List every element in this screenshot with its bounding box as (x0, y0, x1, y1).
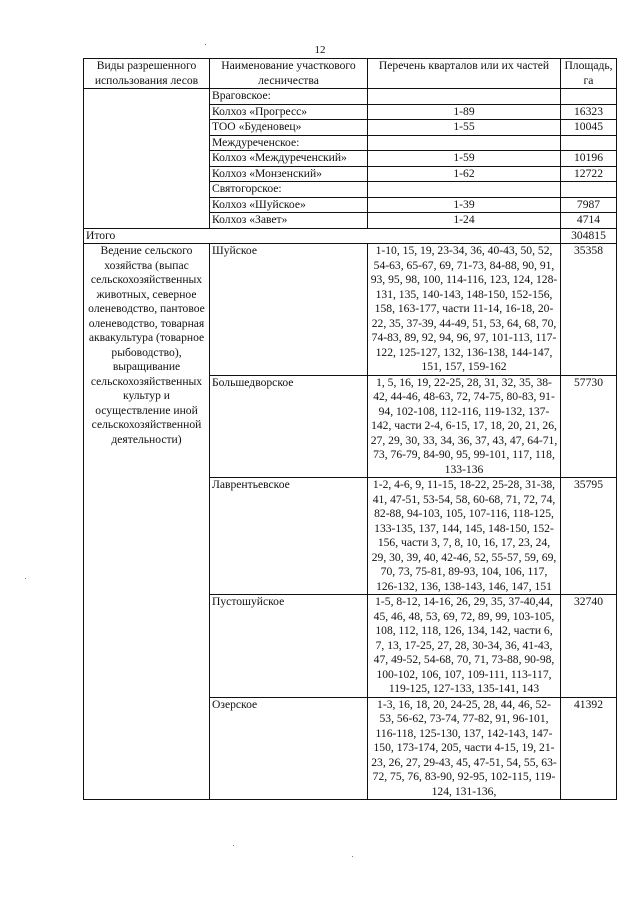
quarters-list: 1-89 (368, 104, 561, 120)
group-quarters-empty (368, 182, 561, 198)
forestry-name: Колхоз «Монзенский» (210, 166, 368, 182)
quarters-list: 1-39 (368, 197, 561, 213)
header-type: Виды разрешенного использования лесов (84, 59, 210, 89)
quarters-list: 1-59 (368, 151, 561, 167)
area-value: 32740 (561, 595, 617, 698)
area-value: 16323 (561, 104, 617, 120)
area-value: 12722 (561, 166, 617, 182)
page-number: 12 (314, 44, 326, 56)
area-value: 4714 (561, 213, 617, 229)
header-area: Площадь, га (561, 59, 617, 89)
land-use-type: Ведение сельского хозяйства (выпас сельскохозяйственных животных, северное оленеводство, пантовое оленеводство, товарная аквакультура (товарное рыбоводство), выращивание сельскохозяйственных культур и осуществление иной сельскохозяйственной деятельности) (84, 244, 210, 800)
forestry-name: Колхоз «Междуреченский» (210, 151, 368, 167)
header-forestry: Наименование участкового лесничества (210, 59, 368, 89)
area-value: 35358 (561, 244, 617, 376)
header-row (84, 59, 617, 89)
header-quarters: Перечень кварталов или их частей (368, 59, 561, 89)
quarters-list: 1-55 (368, 120, 561, 136)
quarters-list: 1-24 (368, 213, 561, 229)
land-use-table (83, 58, 617, 800)
type-cell-empty (84, 89, 210, 229)
area-value: 10045 (561, 120, 617, 136)
forestry-name: Лаврентьевское (210, 478, 368, 595)
forestry-name: Колхоз «Прогресс» (210, 104, 368, 120)
forestry-name: Озерское (210, 697, 368, 800)
group-name: Междуреченское: (210, 135, 368, 151)
total-label: Итого (84, 228, 561, 244)
table-body (84, 59, 617, 800)
group-header-row (84, 89, 617, 105)
scan-speck (25, 578, 26, 579)
area-value: 57730 (561, 375, 617, 478)
group-area-empty (561, 135, 617, 151)
area-value: 41392 (561, 697, 617, 800)
quarters-list: 1-62 (368, 166, 561, 182)
group-quarters-empty (368, 135, 561, 151)
group-area-empty (561, 89, 617, 105)
total-value: 304815 (561, 228, 617, 244)
table-row (84, 244, 617, 376)
forestry-name: Колхоз «Завет» (210, 213, 368, 229)
area-value: 7987 (561, 197, 617, 213)
quarters-list: 1-10, 15, 19, 23-34, 36, 40-43, 50, 52, 54-63, 65-67, 69, 71-73, 84-88, 90, 91, 93, 95, 98, 100, 114-116, 123, 124, 128-131, 135, 140-143, 148-150, 152-156, 158, 163-177, части 11-14, 16-18, 20-22, 35, 37-39, 44-49, 51, 53, 64, 68, 70, 74-83, 89, 92, 94, 96, 97, 101-113, 117-122, 125-127, 132, 136-138, 144-147, 151, 157, 159-162 (368, 244, 561, 376)
quarters-list: 1-3, 16, 18, 20, 24-25, 28, 44, 46, 52-53, 56-62, 73-74, 77-82, 91, 96-101, 116-118, 125-130, 137, 142-143, 147-150, 173-174, 205, части 4-15, 19, 21-23, 26, 27, 29-43, 45, 47-51, 54, 55, 63-72, 75, 76, 83-90, 92-95, 102-115, 119-124, 131-136, (368, 697, 561, 800)
group-quarters-empty (368, 89, 561, 105)
total-row (84, 228, 617, 244)
forestry-name: Шуйское (210, 244, 368, 376)
forestry-name: Пустошуйское (210, 595, 368, 698)
group-name: Святогорское: (210, 182, 368, 198)
forestry-name: Колхоз «Шуйское» (210, 197, 368, 213)
group-area-empty (561, 182, 617, 198)
group-name: Враговское: (210, 89, 368, 105)
scan-speck (205, 44, 206, 45)
scan-speck (352, 856, 353, 857)
forestry-name: Большедворское (210, 375, 368, 478)
area-value: 10196 (561, 151, 617, 167)
area-value: 35795 (561, 478, 617, 595)
forestry-name: ТОО «Буденовец» (210, 120, 368, 136)
quarters-list: 1-2, 4-6, 9, 11-15, 18-22, 25-28, 31-38, 41, 47-51, 53-54, 58, 60-68, 71, 72, 74, 82-88, 94-103, 105, 107-116, 118-125, 133-135, 137, 144, 145, 148-150, 152-156, части 3, 7, 8, 10, 16, 17, 23, 24, 29, 30, 39, 40, 42-46, 52, 55-57, 59, 69, 70, 73, 75-81, 89-93, 104, 106, 117, 126-132, 136, 138-143, 146, 147, 151 (368, 478, 561, 595)
scan-speck (233, 845, 234, 846)
quarters-list: 1-5, 8-12, 14-16, 26, 29, 35, 37-40,44, 45, 46, 48, 53, 69, 72, 89, 99, 103-105, 108, 112, 118, 126, 134, 142, части 6, 7, 13, 17-25, 27, 28, 30-34, 36, 41-43, 47, 49-52, 54-68, 70, 71, 73-88, 90-98, 100-102, 106, 107, 109-111, 113-117, 119-125, 127-133, 135-141, 143 (368, 595, 561, 698)
quarters-list: 1, 5, 16, 19, 22-25, 28, 31, 32, 35, 38-42, 44-46, 48-63, 72, 74-75, 80-83, 91-94, 102-108, 112-116, 119-132, 137-142, части 2-4, 6-15, 17, 18, 20, 21, 26, 27, 29, 30, 33, 34, 36, 37, 43, 47, 64-71, 73, 76-79, 84-90, 95, 99-101, 117, 118, 133-136 (368, 375, 561, 478)
